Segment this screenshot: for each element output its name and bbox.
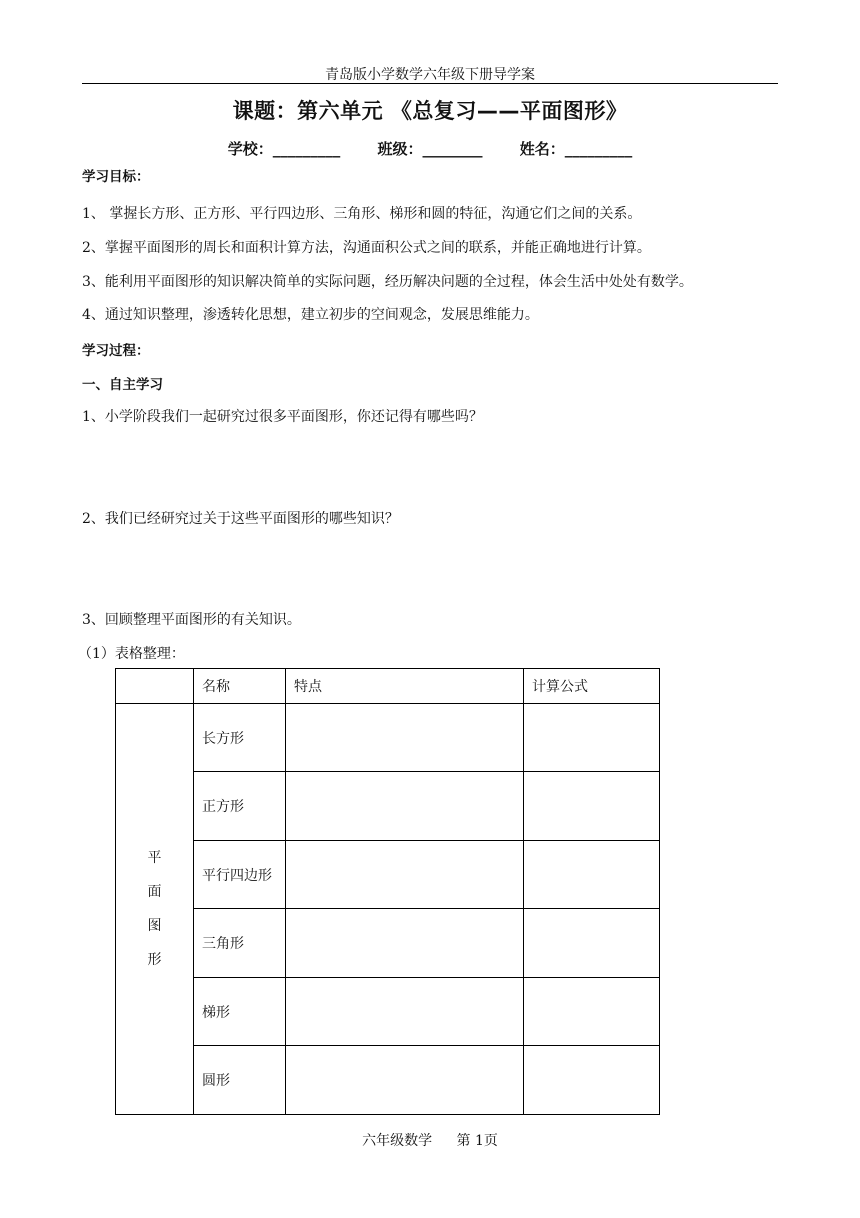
question-3-sub: （1）表格整理： (78, 646, 185, 662)
feature-cell[interactable] (286, 704, 524, 772)
table-row (116, 978, 660, 1046)
feature-cell[interactable] (286, 841, 524, 909)
table-header-cell: 名称 (194, 669, 286, 704)
student-info (0, 138, 860, 159)
page-header: 青岛版小学数学六年级下册导学案 (325, 67, 535, 83)
formula-cell[interactable] (524, 841, 660, 909)
goal-item-2: 2、掌握平面图形的周长和面积计算方法，沟通面积公式之间的联系，并能正确地进行计算。 (82, 240, 651, 256)
table-header-cell (116, 669, 194, 704)
group-label: 平 面 图 形 (116, 704, 194, 1115)
name-field[interactable]: 姓名：_________ (519, 140, 633, 158)
shape-name-cell: 三角形 (194, 909, 286, 978)
shapes-table (115, 668, 660, 1115)
shape-name-cell: 平行四边形 (194, 841, 286, 909)
shape-name-cell: 梯形 (194, 978, 286, 1046)
page-title: 课题：第六单元 《总复习——平面图形》 (232, 99, 628, 123)
footer-subject: 六年级数学 (362, 1133, 433, 1149)
header-rule (82, 83, 778, 84)
feature-cell[interactable] (286, 1046, 524, 1115)
school-field[interactable]: 学校：_________ (227, 140, 341, 158)
table-header-cell: 计算公式 (524, 669, 660, 704)
shape-name-cell: 圆形 (194, 1046, 286, 1115)
goals-heading: 学习目标： (82, 169, 150, 185)
goal-item-1: 1、 掌握长方形、正方形、平行四边形、三角形、梯形和圆的特征，沟通它们之间的关系。 (82, 206, 642, 222)
class-field[interactable]: 班级：________ (377, 140, 483, 158)
goal-item-3: 3、能利用平面图形的知识解决简单的实际问题，经历解决问题的全过程，体会生活中处处有数学。 (82, 274, 693, 290)
question-1: 1、小学阶段我们一起研究过很多平面图形，你还记得有哪些吗？ (82, 409, 483, 425)
formula-cell[interactable] (524, 978, 660, 1046)
table-header-cell: 特点 (286, 669, 524, 704)
table-row (116, 704, 660, 772)
table-row (116, 1046, 660, 1115)
feature-cell[interactable] (286, 909, 524, 978)
shape-name-cell: 长方形 (194, 704, 286, 772)
feature-cell[interactable] (286, 772, 524, 841)
process-heading: 学习过程： (82, 343, 150, 359)
question-2: 2、我们已经研究过关于这些平面图形的哪些知识？ (82, 511, 399, 527)
section-heading: 一、自主学习 (82, 377, 163, 393)
feature-cell[interactable] (286, 978, 524, 1046)
formula-cell[interactable] (524, 909, 660, 978)
table-header-row (116, 669, 660, 704)
shape-name-cell: 正方形 (194, 772, 286, 841)
formula-cell[interactable] (524, 704, 660, 772)
table-row (116, 841, 660, 909)
table-row (116, 772, 660, 841)
page-number: 第 1页 (456, 1133, 498, 1149)
page-footer (0, 1130, 860, 1150)
table-row (116, 909, 660, 978)
question-3: 3、回顾整理平面图形的有关知识。 (82, 612, 301, 628)
formula-cell[interactable] (524, 772, 660, 841)
formula-cell[interactable] (524, 1046, 660, 1115)
goal-item-4: 4、通过知识整理，渗透转化思想，建立初步的空间观念，发展思维能力。 (82, 307, 539, 323)
